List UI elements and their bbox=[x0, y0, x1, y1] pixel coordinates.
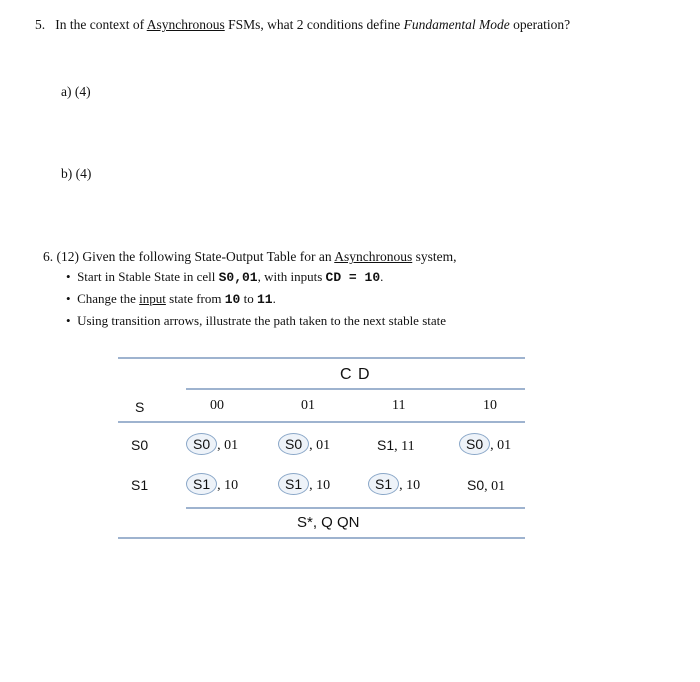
column-header: 01 bbox=[301, 398, 315, 413]
body-bottom-rule bbox=[186, 507, 525, 509]
part-b-points: (4) bbox=[75, 166, 92, 181]
cd-underline bbox=[186, 388, 525, 390]
table-cell: S1, 11 bbox=[377, 437, 415, 454]
state-column-header: S bbox=[135, 399, 145, 415]
table-top-rule bbox=[118, 357, 525, 359]
cell-output: 01 bbox=[316, 438, 331, 453]
bullet-2-text: state from bbox=[165, 291, 225, 306]
bullet-1-cell-code: S0,01 bbox=[218, 270, 258, 285]
bullet-dot: • bbox=[66, 291, 71, 306]
question-6-intro: (12) Given the following State-Output Table for an bbox=[56, 249, 335, 264]
table-cell: S0 , 01 bbox=[278, 433, 330, 455]
question-5-text-part: In the context of bbox=[55, 17, 147, 32]
cell-output: 11 bbox=[401, 439, 415, 454]
column-header: 10 bbox=[483, 398, 497, 413]
stable-state-circle: S0 bbox=[459, 433, 490, 455]
question-6-async-word: Asynchronous bbox=[334, 249, 413, 264]
question-5-part-a bbox=[61, 84, 91, 100]
stable-state-circle: S0 bbox=[186, 433, 217, 455]
table-footer-label: S*, Q QN bbox=[297, 514, 360, 531]
bullet-2-text: Change the bbox=[77, 291, 140, 306]
bullet-1-text: , with inputs bbox=[257, 269, 326, 284]
part-a-points: (4) bbox=[74, 84, 91, 99]
stable-state-circle: S1 bbox=[186, 473, 217, 495]
bullet-3 bbox=[66, 313, 446, 329]
bullet-2-text: to bbox=[240, 291, 257, 306]
question-5-text-part: operation? bbox=[509, 17, 571, 32]
row-state-label: S0 bbox=[131, 437, 149, 453]
bullet-1-text: Start in Stable State in cell bbox=[77, 269, 219, 284]
stable-state-circle: S1 bbox=[368, 473, 399, 495]
table-cell: S1 , 10 bbox=[278, 473, 330, 495]
bullet-3-text: Using transition arrows, illustrate the path taken to the next stable state bbox=[77, 313, 447, 328]
table-cell: S1 , 10 bbox=[186, 473, 238, 495]
question-6-number: 6. bbox=[43, 249, 54, 264]
bullet-2 bbox=[66, 291, 276, 307]
bullet-2-input-word: input bbox=[139, 291, 166, 306]
table-cell: S0 , 01 bbox=[459, 433, 511, 455]
bullet-dot: • bbox=[66, 269, 71, 284]
cell-output: 01 bbox=[497, 438, 512, 453]
column-header: 11 bbox=[392, 398, 406, 413]
stable-state-circle: S1 bbox=[278, 473, 309, 495]
bullet-1 bbox=[66, 269, 383, 285]
question-5-text-part: FSMs, what 2 conditions define bbox=[224, 17, 404, 32]
cell-output: 10 bbox=[224, 478, 239, 493]
header-bottom-rule bbox=[118, 421, 525, 423]
bullet-2-from-code: 10 bbox=[224, 292, 241, 307]
question-5 bbox=[35, 17, 570, 33]
cell-output: 01 bbox=[224, 438, 239, 453]
question-6 bbox=[43, 249, 457, 265]
bullet-dot: • bbox=[66, 313, 71, 328]
row-state-label: S1 bbox=[131, 477, 149, 493]
next-state: S0 bbox=[467, 477, 485, 493]
part-b-label: b) bbox=[61, 166, 73, 181]
table-cell: S0 , 01 bbox=[186, 433, 238, 455]
cd-header: C D bbox=[340, 366, 371, 383]
part-a-label: a) bbox=[61, 84, 72, 99]
next-state: S1 bbox=[377, 437, 395, 453]
bullet-2-to-code: 11 bbox=[256, 292, 273, 307]
cell-output: 10 bbox=[316, 478, 331, 493]
table-bottom-rule bbox=[118, 537, 525, 539]
stable-state-circle: S0 bbox=[278, 433, 309, 455]
table-cell: S0, 01 bbox=[467, 477, 506, 494]
question-5-number: 5. bbox=[35, 17, 46, 32]
cell-output: 01 bbox=[491, 479, 506, 494]
table-cell: S1 , 10 bbox=[368, 473, 420, 495]
question-5-fundamental-mode: Fundamental Mode bbox=[403, 17, 510, 32]
bullet-2-period: . bbox=[272, 291, 276, 306]
question-6-intro-end: system, bbox=[412, 249, 457, 264]
cell-output: 10 bbox=[406, 478, 421, 493]
column-header: 00 bbox=[210, 398, 224, 413]
bullet-1-period: . bbox=[380, 269, 384, 284]
question-5-async-word: Asynchronous bbox=[146, 17, 225, 32]
bullet-1-input-code: CD = 10 bbox=[325, 270, 381, 285]
question-5-part-b bbox=[61, 166, 91, 182]
